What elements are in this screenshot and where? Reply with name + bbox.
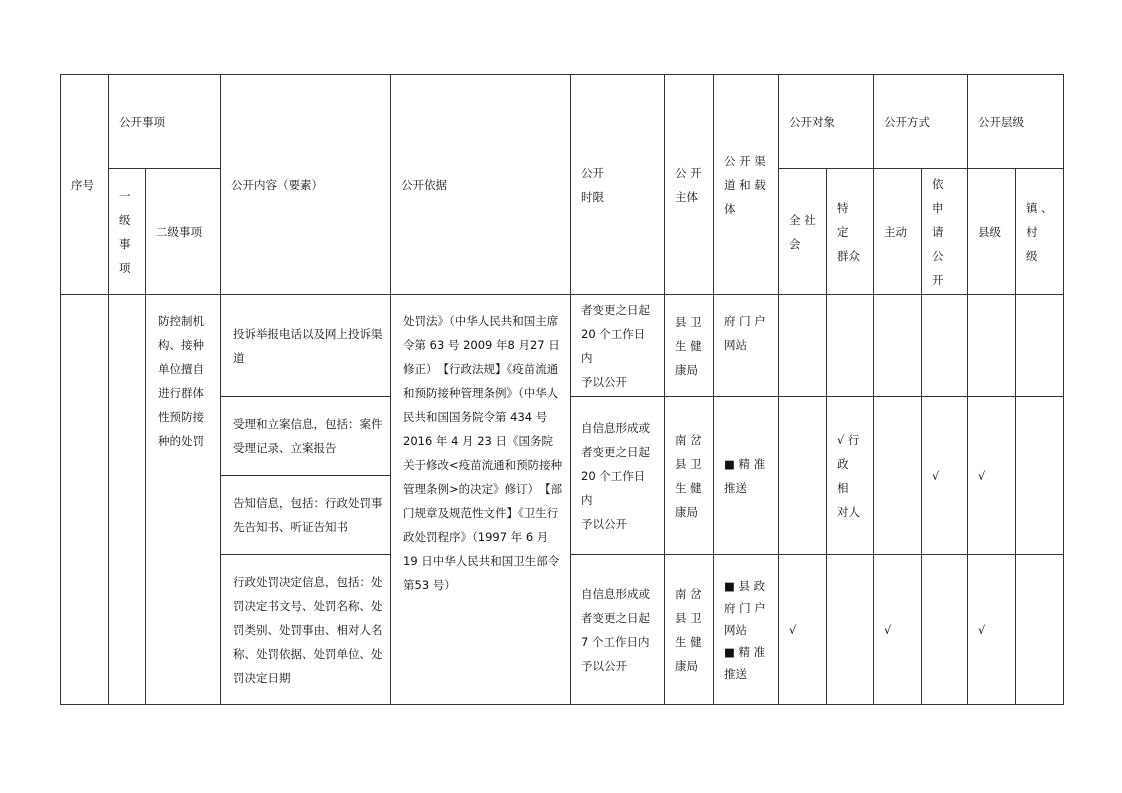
cell-method-active	[874, 397, 922, 555]
disclosure-table	[60, 74, 1064, 705]
header-object: 公开对象	[779, 75, 874, 169]
header-method: 公开方式	[874, 75, 968, 169]
cell-time-limit: 自信息形成或 者变更之日起 7 个工作日内 予以公开	[571, 555, 665, 705]
cell-seq	[61, 295, 109, 705]
cell-level1	[109, 295, 146, 705]
cell-content: 行政处罚决定信息，包括：处罚决定书文号、处罚名称、处罚类别、处罚事由、相对人名称、处罚依据、处罚单位、处罚决定日期	[221, 555, 391, 705]
cell-object-specific	[827, 295, 874, 397]
cell-object-all: √	[779, 555, 827, 705]
cell-content: 投诉举报电话以及网上投诉渠道	[221, 295, 391, 397]
cell-level-town	[1016, 397, 1064, 555]
cell-level2-item: 防控制机构、接种单位擅自进行群体性预防接种的处罚	[146, 295, 221, 705]
cell-method-request: √	[922, 397, 968, 555]
header-seq: 序号	[61, 75, 109, 295]
cell-subject: 南 岔 县 卫 生 健 康局	[665, 555, 714, 705]
cell-time-limit: 者变更之日起 20 个工作日内 予以公开	[571, 295, 665, 397]
header-item: 公开事项	[109, 75, 221, 169]
cell-method-request	[922, 295, 968, 397]
cell-channel: ■ 精 准 推送	[714, 397, 779, 555]
cell-time-limit: 自信息形成或 者变更之日起 20 个工作日内 予以公开	[571, 397, 665, 555]
cell-level-town	[1016, 555, 1064, 705]
cell-object-all	[779, 397, 827, 555]
cell-object-all	[779, 295, 827, 397]
cell-subject: 县 卫 生 健 康局	[665, 295, 714, 397]
header-channel: 公 开 渠 道 和 载 体	[714, 75, 779, 295]
cell-level-county: √	[968, 555, 1016, 705]
header-level1: 一 级 事 项	[109, 169, 146, 295]
cell-object-specific: √ 行 政 相 对人	[827, 397, 874, 555]
cell-basis: 处罚法》（中华人民共和国主席令第 63 号 2009 年8 月27 日修正） 【行政法规】《疫苗流通和预防接种管理条例》（中华人民共和国国务院令第 434 号 2016 年 4 月 23 日《国务院关于修改<疫苗流通和预防接种管理条例>的决定》修订） 【部门规章及规范性文件】《卫生行政处罚程序》（1997 年 6 月 19 日中华人民共和国卫生部令第53 号）	[391, 295, 571, 705]
cell-level-county: √	[968, 397, 1016, 555]
cell-content: 受理和立案信息，包括：案件受理记录、立案报告	[221, 397, 391, 476]
cell-channel: 府 门 户 网站	[714, 295, 779, 397]
cell-channel: ■ 县 政 府 门 户 网站 ■ 精 准 推送	[714, 555, 779, 705]
cell-content: 告知信息，包括：行政处罚事先告知书、听证告知书	[221, 476, 391, 555]
header-subject: 公 开 主体	[665, 75, 714, 295]
header-method-active: 主动	[874, 169, 922, 295]
cell-level-county	[968, 295, 1016, 397]
header-object-specific: 特 定 群众	[827, 169, 874, 295]
header-object-all: 全 社 会	[779, 169, 827, 295]
header-method-request: 依 申 请 公 开	[922, 169, 968, 295]
cell-method-active	[874, 295, 922, 397]
cell-method-active: √	[874, 555, 922, 705]
header-time-limit: 公开 时限	[571, 75, 665, 295]
header-level-town: 镇 、 村 级	[1016, 169, 1064, 295]
header-basis: 公开依据	[391, 75, 571, 295]
header-level: 公开层级	[968, 75, 1064, 169]
header-level2: 二级事项	[146, 169, 221, 295]
header-level-county: 县级	[968, 169, 1016, 295]
cell-level-town	[1016, 295, 1064, 397]
header-content: 公开内容（要素）	[221, 75, 391, 295]
cell-object-specific	[827, 555, 874, 705]
cell-subject: 南 岔 县 卫 生 健 康局	[665, 397, 714, 555]
cell-method-request	[922, 555, 968, 705]
table-row	[61, 295, 1064, 397]
